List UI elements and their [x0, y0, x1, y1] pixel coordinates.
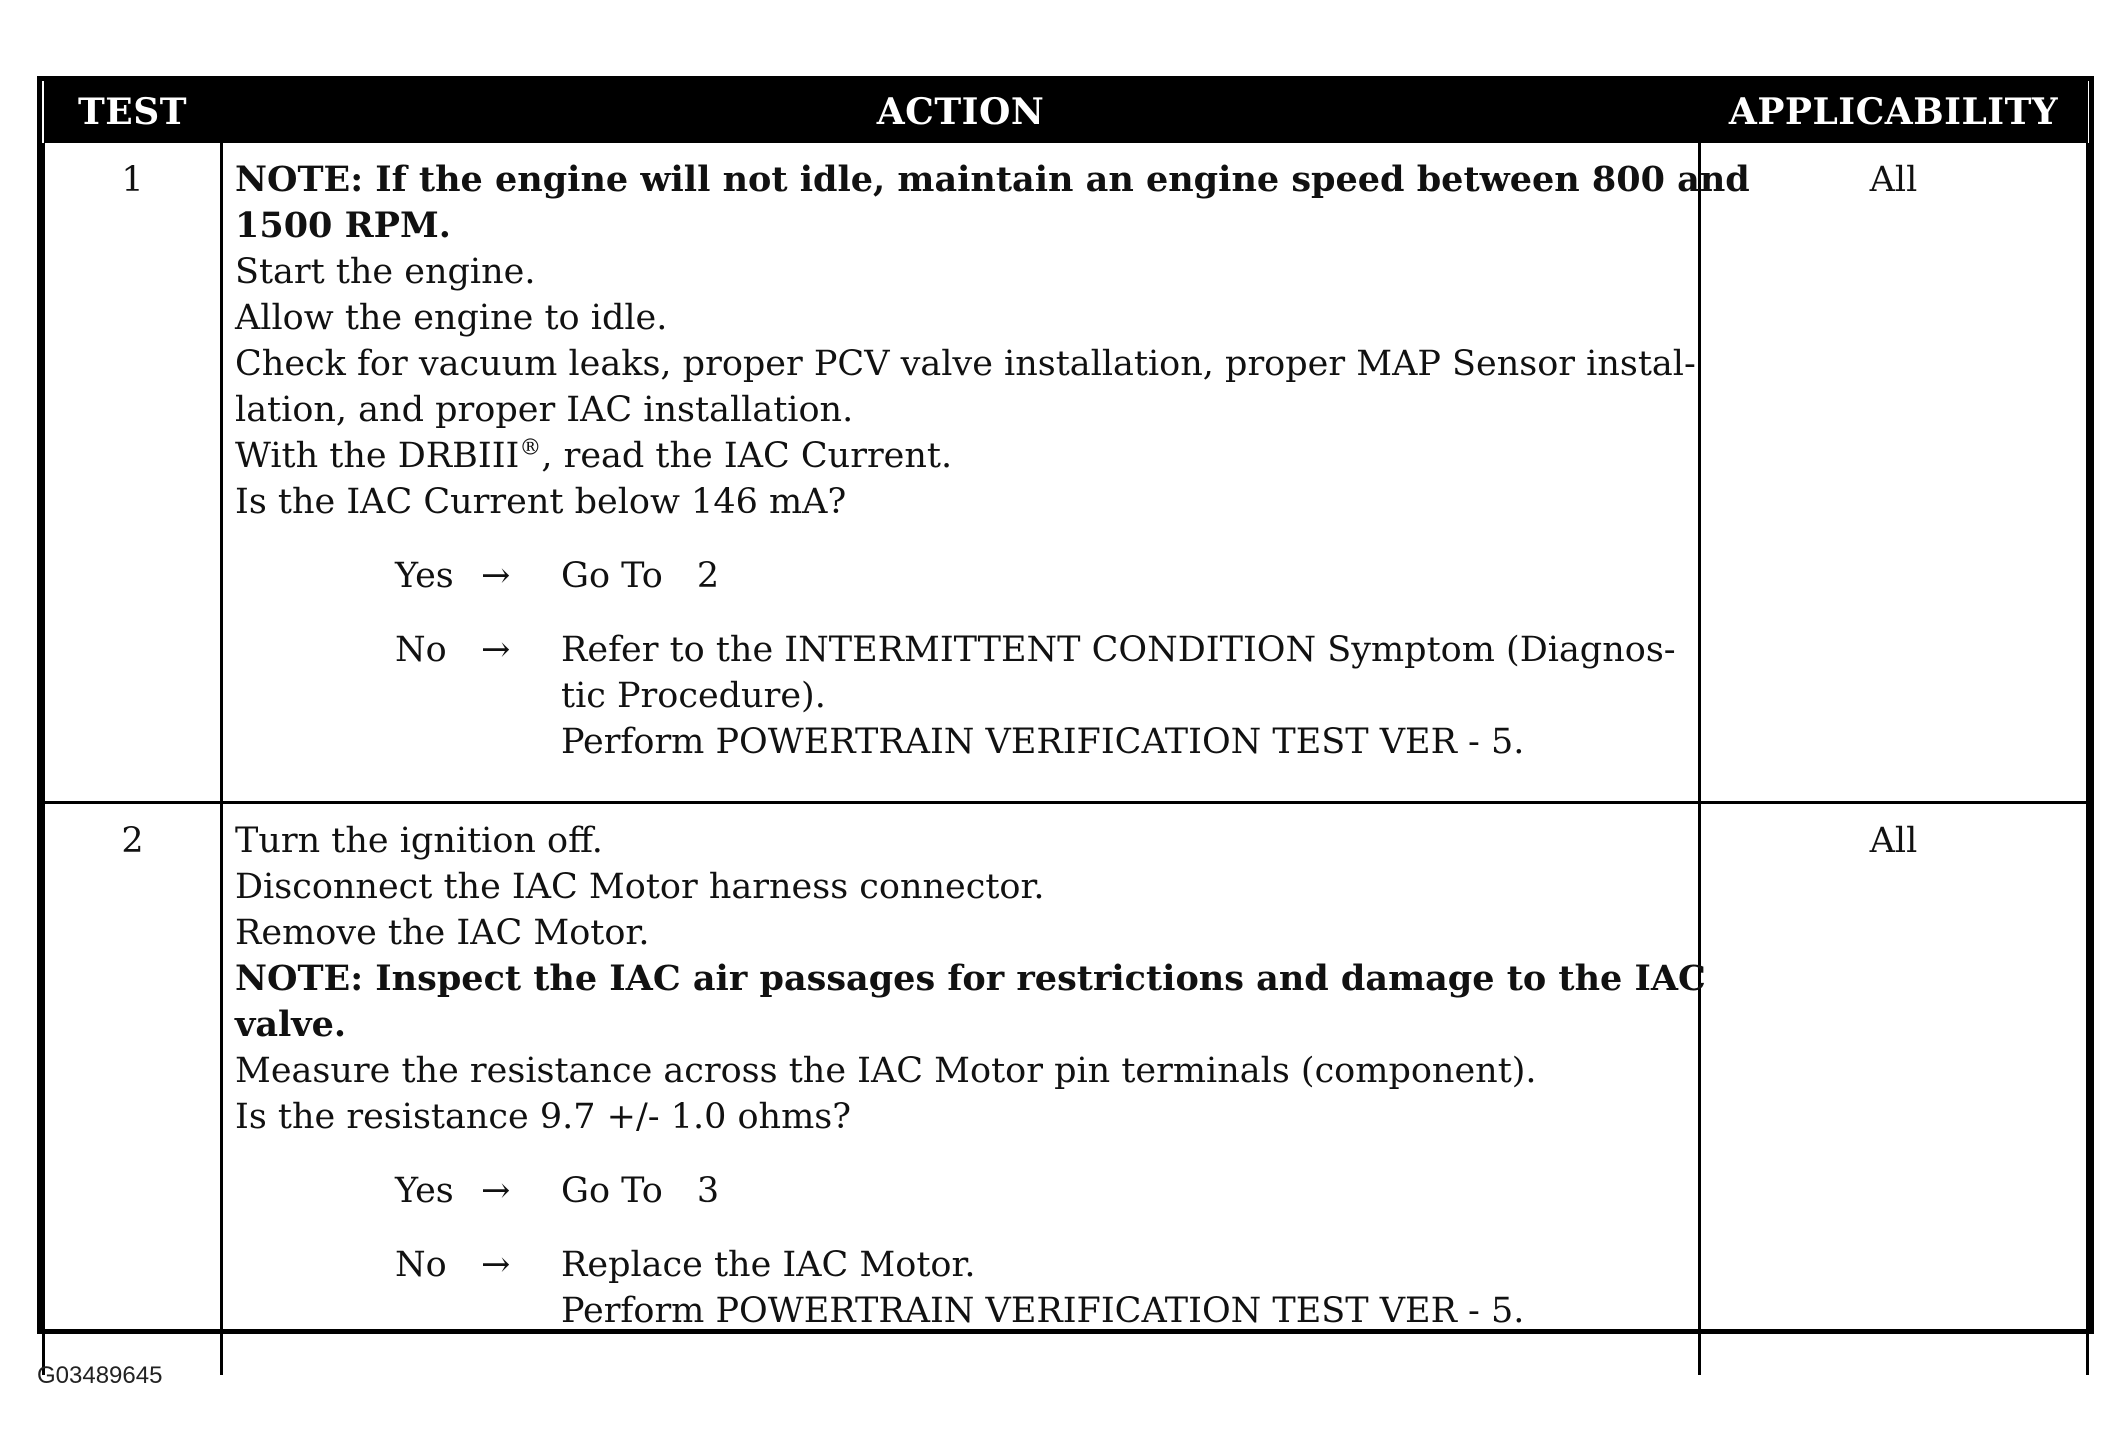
go-to-test-number: 3	[696, 1171, 720, 1211]
registered-mark: ®	[519, 435, 542, 461]
no-outcome-line: Perform POWERTRAIN VERIFICATION TEST VER - 5.	[561, 722, 1525, 762]
no-outcome-line: Replace the IAC Motor.	[561, 1245, 976, 1285]
table-row-test-1	[44, 143, 2088, 803]
applicability-value: All	[1700, 803, 2088, 1376]
step-text: lation, and proper IAC installation.	[235, 390, 854, 430]
step-text-suffix: , read the IAC Current.	[541, 436, 953, 476]
test-number: 2	[44, 803, 222, 1376]
step-text	[235, 433, 1688, 479]
action-cell	[222, 803, 1706, 1376]
step-text: Check for vacuum leaks, proper PCV valve installation, proper MAP Sensor instal-	[235, 344, 1696, 384]
header-action: ACTION	[222, 81, 1700, 143]
step-text: Measure the resistance across the IAC Motor pin terminals (component).	[235, 1051, 1537, 1091]
yes-outcome	[561, 1168, 719, 1214]
step-text: Start the engine.	[235, 252, 536, 292]
note-text: 1500 RPM.	[235, 205, 451, 246]
yes-label: Yes	[395, 1171, 454, 1211]
arrow-right-icon: →	[481, 1171, 511, 1211]
note-text: NOTE: If the engine will not idle, maintain an engine speed between 800 and	[235, 159, 1750, 200]
no-label: No	[395, 1245, 447, 1285]
header-test: TEST	[44, 81, 222, 143]
no-outcome-line: tic Procedure).	[561, 676, 826, 716]
no-outcome-line: Perform POWERTRAIN VERIFICATION TEST VER - 5.	[561, 1291, 1525, 1331]
arrow-right-icon: →	[481, 1245, 511, 1285]
header-applicability: APPLICABILITY	[1700, 81, 2088, 143]
action-cell	[222, 143, 1750, 803]
question-text: Is the IAC Current below 146 mA?	[235, 482, 847, 522]
no-outcome	[561, 627, 1676, 765]
arrow-right-icon: →	[481, 556, 511, 596]
step-text-prefix: With the DRBIII	[235, 436, 520, 476]
go-to-test-number: 2	[696, 556, 720, 596]
yes-outcome	[561, 553, 719, 599]
applicability-value: All	[1700, 143, 2088, 803]
table-header-row	[44, 81, 2088, 143]
go-to-text: Go To	[561, 1171, 663, 1211]
no-result	[395, 1242, 1688, 1334]
no-result	[395, 627, 1688, 765]
note-text: valve.	[235, 1004, 347, 1045]
yes-result	[395, 553, 1688, 599]
go-to-text: Go To	[561, 556, 663, 596]
arrow-right-icon: →	[481, 630, 511, 670]
step-text: Turn the ignition off.	[235, 821, 603, 861]
note-text: NOTE: Inspect the IAC air passages for restrictions and damage to the IAC	[235, 958, 1706, 999]
figure-id: G03489645	[37, 1362, 163, 1389]
diagnostic-table-frame	[37, 76, 2094, 1334]
yes-result	[395, 1168, 1688, 1214]
step-text: Allow the engine to idle.	[235, 298, 668, 338]
diagnostic-table	[42, 81, 2089, 1375]
step-text: Remove the IAC Motor.	[235, 913, 650, 953]
yes-label: Yes	[395, 556, 454, 596]
no-outcome	[561, 1242, 1524, 1334]
question-text: Is the resistance 9.7 +/- 1.0 ohms?	[235, 1097, 852, 1137]
no-outcome-line: Refer to the INTERMITTENT CONDITION Symptom (Diagnos-	[561, 630, 1676, 670]
test-number: 1	[44, 143, 222, 803]
step-text: Disconnect the IAC Motor harness connector.	[235, 867, 1045, 907]
no-label: No	[395, 630, 447, 670]
table-row-test-2	[44, 803, 2088, 1376]
